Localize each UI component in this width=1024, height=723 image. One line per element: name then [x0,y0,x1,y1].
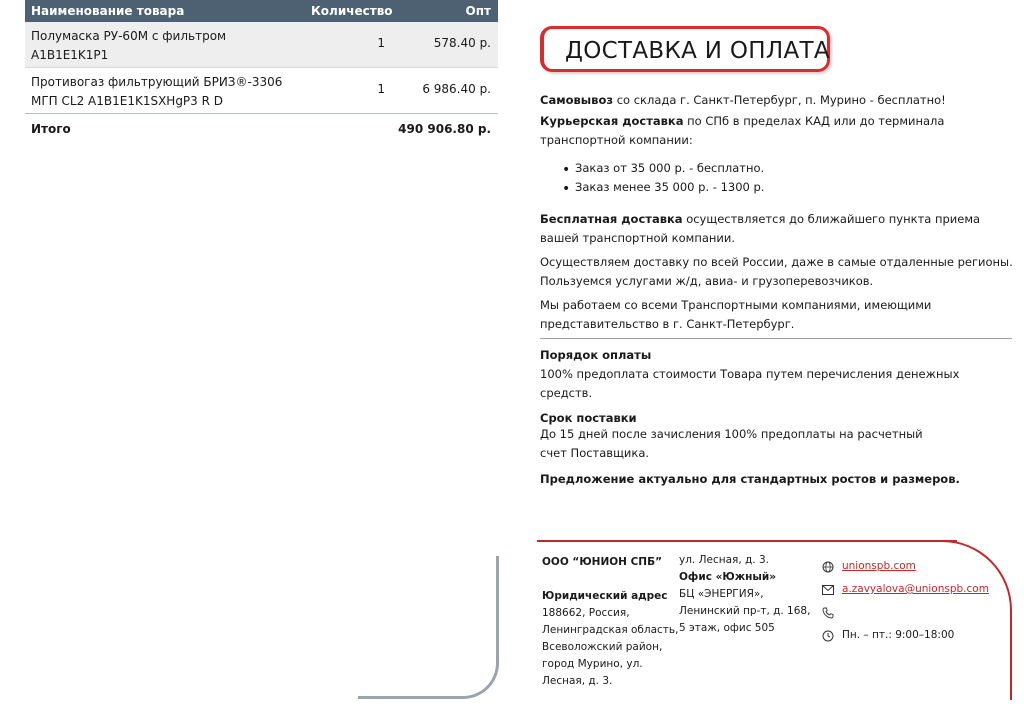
transport-companies-paragraph: Мы работаем со всеми Транспортными компаниями, имеющими представительство в г. Санкт-Петербург. [540,298,932,331]
payment-order-text: 100% предоплата стоимости Товара путем перечисления денежных средств. [540,367,960,400]
delivery-term-line1: До 15 дней после зачисления 100% предоплаты на расчетный [540,427,923,441]
free-delivery-paragraph: Бесплатная доставка осуществляется до ближайшего пункта приема вашей транспортной компании. [540,212,981,245]
table-row [25,68,498,114]
website-link[interactable]: unionspb.com [842,560,916,572]
legal-address-line: Всеволожский район, [542,641,663,653]
order-total-row [25,114,498,144]
hours-contact [822,624,1012,647]
delivery-section [540,91,1015,334]
table-row [25,22,498,68]
product-name: Противогаз фильтрующий БРИЗ®-3306 МГП CL2 A1B1E1K1SXHgP3 R D [31,75,283,108]
footer-legal [542,554,682,690]
list-item: • Заказ менее 35 000 р. - 1300 р. [540,178,1015,197]
mail-icon [822,585,834,595]
office-line: Ленинский пр-т, д. 168, [679,605,811,617]
order-table [25,0,498,144]
delivery-term-line2: счет Поставщика. [540,446,650,460]
street-address: ул. Лесная, д. 3. [679,554,769,566]
product-price: 6 986.40 р. [422,82,491,96]
footer-divider [537,540,957,542]
header-qty: Количество [311,4,393,18]
phone-contact[interactable] [822,601,1012,624]
company-name: ООО “ЮНИОН СПБ” [542,556,663,568]
footer-office [679,552,819,637]
legal-address-line: 188662, Россия, [542,607,630,619]
order-table-header [25,0,498,22]
legal-address-line: город Мурино, ул. [542,658,643,670]
decorative-corner [358,556,499,699]
delivery-term-heading: Срок поставки [540,411,637,425]
product-qty: 1 [377,36,385,50]
payment-section [540,346,1015,489]
globe-icon [822,561,834,573]
product-qty: 1 [377,82,385,96]
office-line: БЦ «ЭНЕРГИЯ», [679,588,764,600]
working-hours: Пн. – пт.: 9:00–18:00 [842,629,955,641]
email-link[interactable]: a.zavyalova@unionspb.com [842,583,989,595]
offer-note: Предложение актуально для стандартных ростов и размеров. [540,472,960,486]
product-name: Полумаска РУ-60М с фильтром A1B1E1K1P1 [31,29,227,62]
total-value: 490 906.80 р. [398,122,491,136]
list-item: • Заказ от 35 000 р. - бесплатно. [540,159,1015,178]
clock-icon [822,630,834,642]
legal-address-line: Ленинградская область, [542,624,679,636]
website-contact[interactable] [822,555,1012,578]
product-price: 578.40 р. [433,36,491,50]
russia-delivery-paragraph: Осуществляем доставку по всей России, даже в самые отдаленные регионы. Пользуемся услугами ж/д, авиа- и грузоперевозчиков. [540,255,1013,288]
courier-paragraph: Курьерская доставка по СПб в пределах КАД или до терминала транспортной компании: [540,114,945,147]
legal-address-line: Лесная, д. 3. [542,675,613,687]
legal-address-heading: Юридический адрес [542,590,668,602]
office-line: 5 этаж, офис 505 [679,622,775,634]
office-heading: Офис «Южный» [679,571,777,583]
divider [540,338,1012,339]
header-name: Наименование товара [31,4,185,18]
pickup-paragraph: Самовывоз со склада г. Санкт-Петербург, п. Мурино - бесплатно! [540,93,946,107]
page-title: ДОСТАВКА И ОПЛАТА [565,38,830,64]
email-contact[interactable] [822,578,1012,601]
payment-order-heading: Порядок оплаты [540,348,652,362]
phone-icon [822,607,834,619]
header-price: Опт [465,4,491,18]
delivery-price-list [540,159,1015,197]
total-label: Итого [31,122,71,136]
footer-contacts [822,555,1012,647]
